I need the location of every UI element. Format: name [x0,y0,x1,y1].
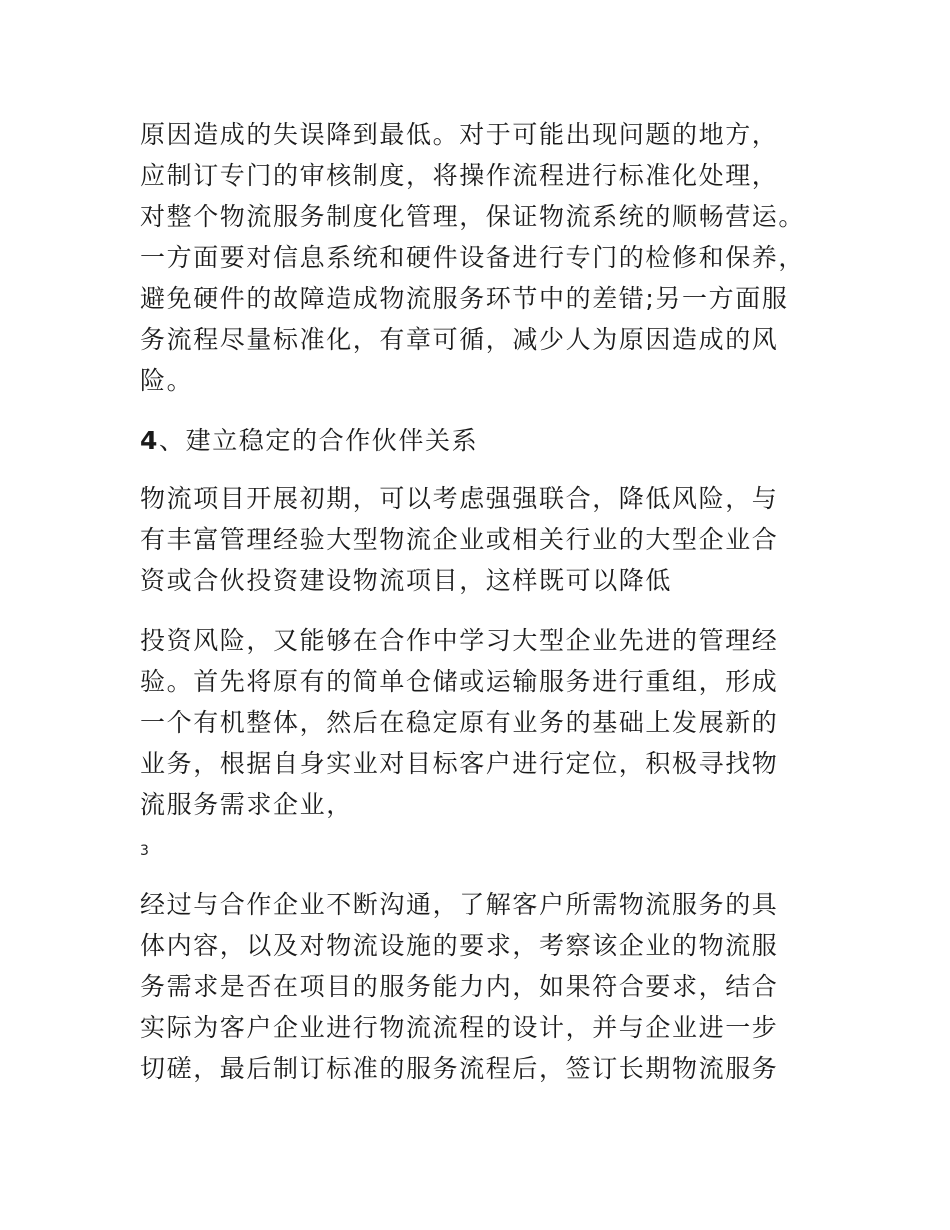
paragraph-partnership-intro [140,478,840,601]
text-line: 投资风险，又能够在合作中学习大型企业先进的管理经 [140,626,779,655]
text-line: 物流项目开展初期，可以考虑强强联合，降低风险，与 [140,484,779,513]
text-line: 流服务需求企业， [140,790,353,819]
text-line: 一方面要对信息系统和硬件设备进行专门的检修和保养， [140,243,806,272]
text-line: 一个有机整体，然后在稳定原有业务的基础上发展新的 [140,708,779,737]
section-title: 、建立稳定的合作伙伴关系 [159,426,479,455]
text-line: 体内容，以及对物流设施的要求，考察该企业的物流服 [140,931,779,960]
text-line: 险。 [140,366,194,395]
text-line: 验。首先将原有的简单仓储或运输服务进行重组，形成 [140,667,779,696]
text-line: 业务，根据自身实业对目标客户进行定位，积极寻找物 [140,749,779,778]
text-line: 原因造成的失误降到最低。对于可能出现问题的地方， [140,120,779,149]
text-line: 切磋，最后制订标准的服务流程后，签订长期物流服务 [140,1054,779,1083]
text-line: 有丰富管理经验大型物流企业或相关行业的大型企业合 [140,525,779,554]
text-line: 实际为客户企业进行物流流程的设计，并与企业进一步 [140,1013,779,1042]
text-line: 经过与合作企业不断沟通，了解客户所需物流服务的具 [140,890,779,919]
section-heading [140,420,840,461]
paragraph-communication [140,884,840,1089]
text-line: 应制订专门的审核制度，将操作流程进行标准化处理， [140,161,779,190]
paragraph-partnership-detail [140,620,840,825]
text-line: 务需求是否在项目的服务能力内，如果符合要求，结合 [140,972,779,1001]
section-number: 4 [140,426,159,455]
text-line: 务流程尽量标准化，有章可循，减少人为原因造成的风 [140,325,779,354]
text-line: 避免硬件的故障造成物流服务环节中的差错;另一方面服 [140,284,789,313]
text-line: 资或合伙投资建设物流项目，这样既可以降低 [140,566,673,595]
page-number: 3 [140,843,149,859]
text-line: 对整个物流服务制度化管理，保证物流系统的顺畅营运。 [140,202,806,231]
paragraph-risk-control [140,114,840,401]
